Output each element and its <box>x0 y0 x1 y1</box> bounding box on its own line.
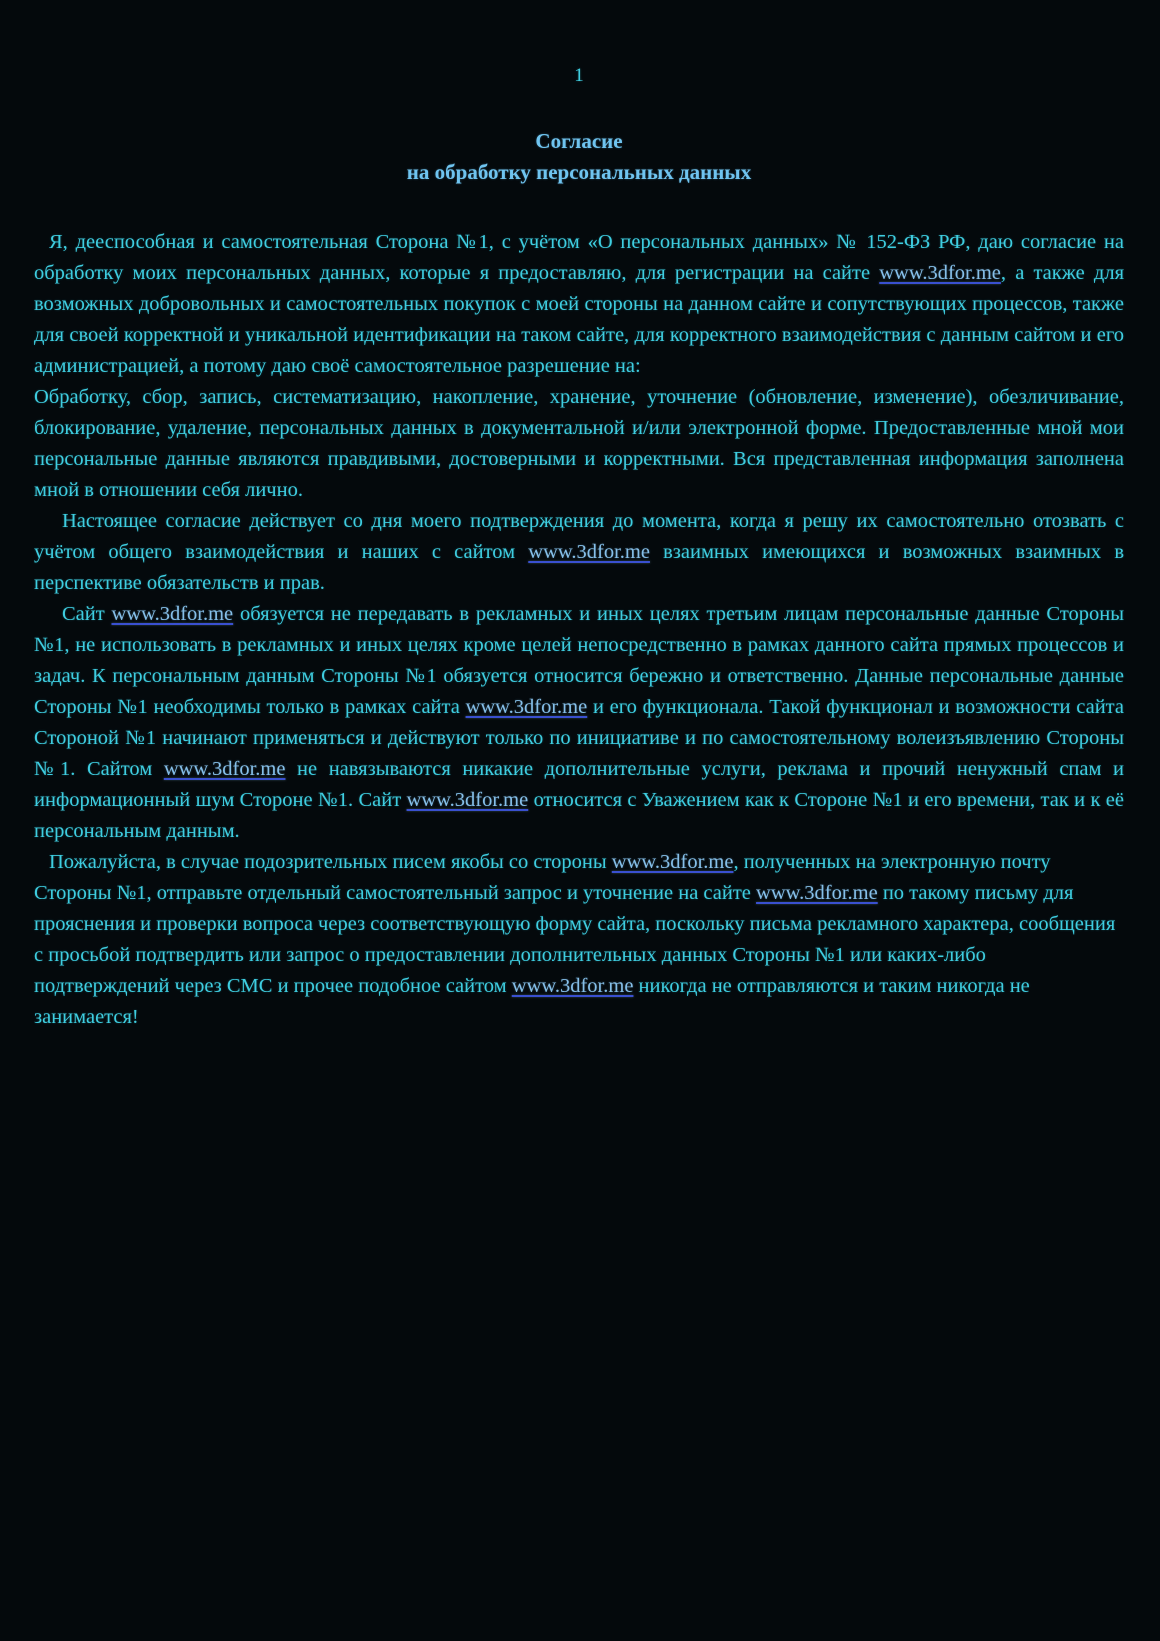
document-title <box>34 126 1124 188</box>
link-www-3dfor-me[interactable]: www.3dfor.me <box>163 758 286 780</box>
document-body <box>34 227 1124 1033</box>
link-www-3dfor-me[interactable]: www.3dfor.me <box>879 262 1001 284</box>
paragraph-text: никогда не отправляются и таким никогда не занимается! <box>34 975 1030 1028</box>
link-www-3dfor-me[interactable]: www.3dfor.me <box>611 851 734 873</box>
paragraph <box>34 847 1124 1033</box>
link-www-3dfor-me[interactable]: www.3dfor.me <box>756 882 878 904</box>
paragraph-text: , а также для возможных добровольных и самостоятельных покупок с моей стороны на данном сайте и сопутствующих процессов, также для своей корректной и уникальной идентификации на таком сайте, для корректного взаимодействия с данным сайтом и его администрацией, а потому даю своё самостоятельное разрешение на: <box>34 262 1124 377</box>
link-www-3dfor-me[interactable]: www.3dfor.me <box>511 975 634 997</box>
link-www-3dfor-me[interactable]: www.3dfor.me <box>465 696 588 718</box>
paragraph <box>34 599 1124 847</box>
paragraph-text: Настоящее согласие действует со дня моего подтверждения до момента, когда я решу их самостоятельно отозвать с учётом общего взаимодействия и наших с сайтом <box>34 510 1124 563</box>
page-number: 1 <box>574 65 584 86</box>
paragraph-text: Обработку, сбор, запись, систематизацию, накопление, хранение, уточнение (обновление, изменение), обезличивание, блокирование, удаление, персональных данных в документальной и/или электронной форме. Предоставленные мной мои персональные данные являются правдивыми, достоверными и корректными. Вся представленная информация заполнена мной в отношении себя лично. <box>34 386 1124 501</box>
paragraph-text: Пожалуйста, в случае подозрительных писем якобы со стороны <box>49 851 612 873</box>
paragraph-text: по такому письму для прояснения и проверки вопроса через соответствующую форму сайта, поскольку письма рекламного характера, сообщения с просьбой подтвердить или запрос о предоставлении дополнительных данных Стороны №1 или каких-либо подтверждений через СМС и прочее подобное сайтом <box>34 882 1116 997</box>
link-www-3dfor-me[interactable]: www.3dfor.me <box>528 541 650 563</box>
link-www-3dfor-me[interactable]: www.3dfor.me <box>111 603 234 625</box>
paragraph-text: не навязываются никакие дополнительные услуги, реклама и прочий ненужный спам и информационный шум Стороне №1. Сайт <box>34 758 1125 811</box>
paragraph <box>34 227 1124 382</box>
paragraph-text: и его функционала. Такой функционал и возможности сайта Стороной №1 начинают применяться и действуют только по инициативе и по самостоятельному волеизъявлению Стороны №1. Сайтом <box>34 696 1124 780</box>
paragraph-text: Сайт <box>62 603 112 625</box>
paragraph <box>34 382 1124 506</box>
paragraph-text: обязуется не передавать в рекламных и иных целях третьим лицам персональные данные Стороны №1, не использовать в рекламных и иных целях кроме целей непосредственно в рамках данного сайта прямых процессов и задач. К персональным данным Стороны №1 обязуется относится бережно и ответственно. Данные персональные данные Стороны №1 необходимы только в рамках сайта <box>34 603 1125 718</box>
paragraph <box>34 506 1124 599</box>
link-www-3dfor-me[interactable]: www.3dfor.me <box>406 789 529 811</box>
document-title-line1: Согласие <box>535 129 623 153</box>
document-title-line2: на обработку персональных данных <box>406 160 752 184</box>
paragraph-text: Я, дееспособная и самостоятельная Сторона №1, с учётом «О персональных данных» № 152-ФЗ РФ, даю согласие на обработку моих персональных данных, которые я предоставляю, для регистрации на сайте <box>34 231 1124 284</box>
paragraph-text: относится с Уважением как к Стороне №1 и его времени, так и к её персональным данным. <box>34 789 1124 842</box>
paragraph-text: взаимных имеющихся и возможных взаимных в перспективе обязательств и прав. <box>34 541 1124 594</box>
paragraph-text: , полученных на электронную почту Стороны №1, отправьте отдельный самостоятельный запрос и уточнение на сайте <box>34 851 1051 904</box>
